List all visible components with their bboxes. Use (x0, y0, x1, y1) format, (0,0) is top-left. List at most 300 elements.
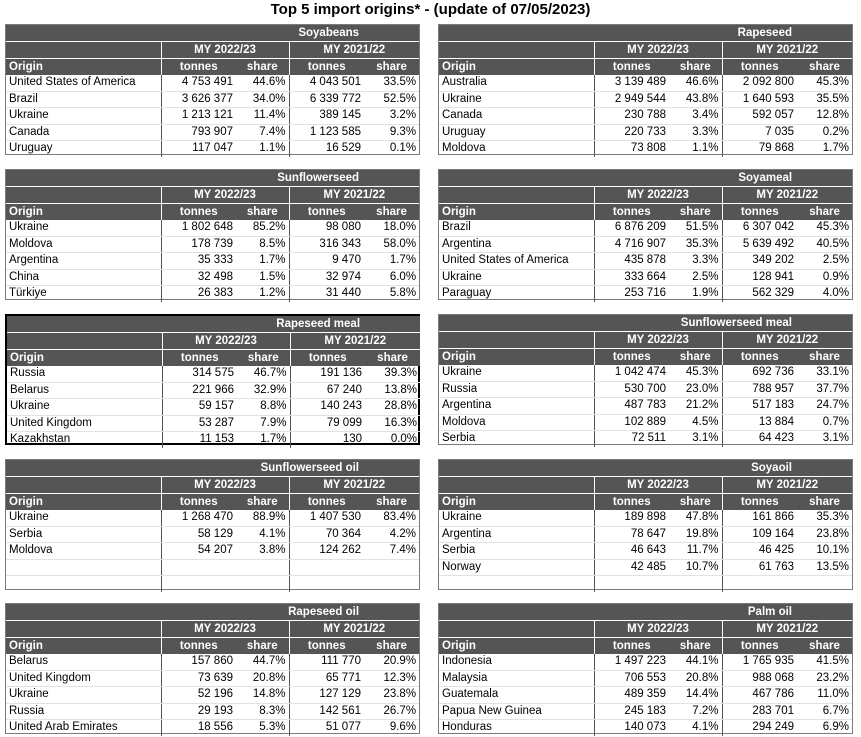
share-previous-cell: 0.0% (390, 433, 418, 445)
tonnes-current-cell: 1 268 470 (161, 510, 236, 526)
origin-cell: Canada (6, 124, 161, 141)
origin-cell: Brazil (6, 91, 161, 108)
table-row (6, 141, 419, 157)
share-header: share (236, 204, 289, 221)
tonnes-previous-cell: 692 736 (722, 365, 797, 381)
panel-title: Rapeseed oil (6, 604, 419, 621)
share-current-cell: 11.4% (236, 108, 289, 125)
tonnes-current-cell: 42 485 (594, 559, 669, 576)
table-row (439, 108, 852, 125)
import-panel (5, 459, 420, 590)
origin-cell: Belarus (6, 654, 161, 670)
share-previous-cell: 0.9% (797, 269, 852, 286)
origin-header: Origin (6, 59, 161, 76)
share-current-cell: 14.8% (236, 687, 289, 704)
table-row (439, 576, 852, 592)
tonnes-previous-cell: 294 249 (722, 720, 797, 736)
import-panel (438, 169, 853, 300)
origin-cell: Argentina (439, 398, 594, 415)
share-previous-cell: 6.0% (364, 269, 419, 286)
share-header: share (669, 349, 722, 366)
table-row (6, 236, 419, 253)
table-row (439, 670, 852, 687)
tonnes-current-cell: 1 042 474 (594, 365, 669, 381)
tonnes-header: tonnes (722, 59, 797, 76)
share-current-cell: 7.4% (236, 124, 289, 141)
table-row (6, 253, 419, 270)
tonnes-header: tonnes (722, 638, 797, 655)
origin-cell: United Kingdom (7, 415, 162, 432)
share-header: share (797, 59, 852, 76)
tonnes-current-cell: 73 639 (161, 670, 236, 687)
tonnes-current-cell: 58 129 (161, 526, 236, 543)
share-current-cell: 3.3% (669, 253, 722, 270)
tonnes-current-cell: 435 878 (594, 253, 669, 270)
share-previous-cell: 10.1% (797, 543, 852, 560)
share-current-cell: 34.0% (236, 91, 289, 108)
share-current-cell: 7.2% (669, 703, 722, 720)
share-header: share (236, 638, 289, 655)
share-previous-cell: 1.7% (822, 142, 849, 154)
table-row (439, 703, 852, 720)
tonnes-previous-cell: 46 425 (722, 543, 797, 560)
tonnes-header: tonnes (594, 638, 669, 655)
import-panel (5, 169, 420, 300)
tonnes-header: tonnes (289, 204, 364, 221)
tonnes-current-cell: 72 511 (594, 431, 669, 447)
my-previous-header: MY 2021/22 (722, 621, 852, 638)
origin-cell: Uruguay (9, 142, 53, 154)
my-previous-header: MY 2021/22 (289, 42, 419, 59)
table-row (439, 398, 852, 415)
origin-header-spacer (7, 333, 162, 350)
share-current-cell: 8.5% (236, 236, 289, 253)
share-current-cell: 45.3% (669, 365, 722, 381)
origin-cell: Norway (439, 559, 594, 576)
share-previous-cell: 4.2% (364, 526, 419, 543)
table-row (7, 382, 420, 399)
share-previous-cell: 83.4% (364, 510, 419, 526)
table-row (6, 269, 419, 286)
tonnes-previous-cell: 79 868 (722, 141, 797, 157)
share-previous-cell: 35.3% (797, 510, 852, 526)
tonnes-current-cell: 140 073 (594, 720, 669, 736)
share-previous-cell: 33.5% (364, 75, 419, 91)
share-current-cell: 51.5% (669, 220, 722, 236)
share-previous-cell: 35.5% (797, 91, 852, 108)
tonnes-current-cell: 530 700 (594, 381, 669, 398)
tonnes-header: tonnes (594, 494, 669, 511)
tonnes-header: tonnes (161, 59, 236, 76)
tonnes-current-cell: 178 739 (161, 236, 236, 253)
tonnes-current-cell: 29 193 (161, 703, 236, 720)
share-previous-cell: 26.7% (364, 703, 419, 720)
origin-cell: Türkiye (9, 287, 47, 299)
import-panel (5, 603, 420, 734)
origin-cell: Russia (439, 381, 594, 398)
import-table (7, 316, 420, 448)
table-row (439, 510, 852, 526)
origin-header: Origin (439, 204, 594, 221)
table-row (6, 124, 419, 141)
share-header: share (236, 494, 289, 511)
origin-cell: Australia (439, 75, 594, 91)
origin-cell: Ukraine (6, 108, 161, 125)
origin-cell: Kazakhstan (10, 433, 71, 445)
share-previous-cell: 45.3% (797, 220, 852, 236)
my-previous-header: MY 2021/22 (289, 187, 419, 204)
origin-header: Origin (439, 349, 594, 366)
tonnes-current-cell: 333 664 (594, 269, 669, 286)
tonnes-previous-cell: 2 092 800 (722, 75, 797, 91)
tonnes-previous-cell: 79 099 (290, 415, 365, 432)
share-previous-cell: 16.3% (365, 415, 420, 432)
table-row (439, 236, 852, 253)
table-row (439, 286, 852, 302)
table-row (439, 543, 852, 560)
tonnes-current-cell: 117 047 (161, 141, 236, 157)
tonnes-current-cell: 18 556 (161, 720, 236, 736)
share-previous-cell: 20.9% (364, 654, 419, 670)
share-current-cell (236, 576, 289, 592)
share-header: share (364, 59, 419, 76)
tonnes-current-cell: 706 553 (594, 670, 669, 687)
share-current-cell: 47.8% (669, 510, 722, 526)
share-current-cell: 3.4% (669, 108, 722, 125)
table-row (6, 654, 419, 670)
share-header: share (364, 494, 419, 511)
tonnes-previous-cell: 4 043 501 (289, 75, 364, 91)
share-previous-cell: 0.2% (797, 124, 852, 141)
tonnes-previous-cell: 70 364 (289, 526, 364, 543)
table-row (439, 141, 852, 157)
tonnes-previous-cell: 1 765 935 (722, 654, 797, 670)
share-previous-cell: 7.4% (364, 543, 419, 560)
table-row (6, 91, 419, 108)
share-previous-cell: 23.8% (797, 526, 852, 543)
share-previous-cell: 3.2% (364, 108, 419, 125)
my-previous-header: MY 2021/22 (722, 477, 852, 494)
share-current-cell: 7.9% (237, 415, 290, 432)
origin-cell: Moldova (6, 236, 161, 253)
share-previous-cell (364, 559, 419, 576)
tonnes-current-cell: 1 802 648 (161, 220, 236, 236)
tonnes-previous-cell: 6 307 042 (722, 220, 797, 236)
tonnes-current-cell: 46 643 (594, 543, 669, 560)
tonnes-previous-cell: 32 974 (289, 269, 364, 286)
share-current-cell: 1.7% (260, 433, 287, 445)
origin-header: Origin (7, 350, 162, 367)
tonnes-header: tonnes (722, 204, 797, 221)
share-header: share (237, 350, 290, 367)
import-panel (438, 459, 853, 590)
table-row (439, 720, 852, 736)
origin-cell (439, 576, 594, 592)
table-row (6, 687, 419, 704)
share-previous-cell: 18.0% (364, 220, 419, 236)
panel-title: Rapeseed meal (7, 316, 420, 333)
table-row (6, 559, 419, 576)
tonnes-current-cell: 102 889 (594, 414, 669, 431)
import-table (439, 315, 852, 447)
tonnes-current-cell: 489 359 (594, 687, 669, 704)
tonnes-current-cell: 3 626 377 (161, 91, 236, 108)
origin-cell: Ukraine (439, 91, 594, 108)
table-row (439, 414, 852, 431)
my-current-header: MY 2022/23 (594, 332, 722, 349)
share-previous-cell: 40.5% (797, 236, 852, 253)
tonnes-previous-cell: 142 561 (289, 703, 364, 720)
origin-cell: Ukraine (439, 510, 594, 526)
tonnes-current-cell: 54 207 (161, 543, 236, 560)
tonnes-current-cell: 32 498 (161, 269, 236, 286)
origin-cell (6, 576, 161, 592)
share-current-cell: 4.5% (669, 414, 722, 431)
table-row (7, 366, 420, 382)
share-header: share (797, 638, 852, 655)
panel-title: Soyaoil (439, 460, 852, 477)
import-table (439, 170, 852, 302)
share-current-cell: 44.6% (236, 75, 289, 91)
share-current-cell: 35.3% (669, 236, 722, 253)
tonnes-previous-cell (722, 576, 797, 592)
origin-cell: Russia (6, 703, 161, 720)
origin-cell: Belarus (7, 382, 162, 399)
origin-cell: United States of America (6, 75, 161, 91)
panel-title: Soyabeans (6, 25, 419, 42)
share-previous-cell: 23.2% (797, 670, 852, 687)
tonnes-current-cell (161, 576, 236, 592)
table-row (439, 124, 852, 141)
share-previous-cell (797, 576, 852, 592)
origin-cell: Moldova (442, 142, 486, 154)
table-row (7, 432, 420, 448)
tonnes-current-cell: 26 383 (161, 286, 236, 302)
tonnes-current-cell: 220 733 (594, 124, 669, 141)
share-current-cell: 2.5% (669, 269, 722, 286)
tonnes-current-cell: 59 157 (162, 399, 237, 416)
table-row (439, 431, 852, 447)
my-current-header: MY 2022/23 (594, 42, 722, 59)
share-current-cell (236, 559, 289, 576)
my-current-header: MY 2022/23 (594, 187, 722, 204)
origin-header: Origin (439, 638, 594, 655)
import-table (439, 25, 852, 157)
tonnes-header: tonnes (162, 350, 237, 367)
tonnes-header: tonnes (289, 59, 364, 76)
share-header: share (797, 349, 852, 366)
share-header: share (669, 59, 722, 76)
panel-title: Palm oil (439, 604, 852, 621)
tonnes-current-cell: 1 497 223 (594, 654, 669, 670)
origin-cell: Argentina (6, 253, 161, 270)
tonnes-previous-cell: 127 129 (289, 687, 364, 704)
tonnes-current-cell: 230 788 (594, 108, 669, 125)
my-current-header: MY 2022/23 (161, 42, 289, 59)
tonnes-previous-cell: 140 243 (290, 399, 365, 416)
tonnes-current-cell: 2 949 544 (594, 91, 669, 108)
my-current-header: MY 2022/23 (162, 333, 290, 350)
share-current-cell: 1.2% (259, 287, 286, 299)
tonnes-previous-cell: 1 640 593 (722, 91, 797, 108)
origin-cell: Paraguay (442, 287, 492, 299)
table-row (439, 526, 852, 543)
share-current-cell: 3.1% (692, 432, 719, 444)
share-current-cell: 1.9% (692, 287, 719, 299)
tonnes-previous-cell: 16 529 (289, 141, 364, 157)
origin-cell: United Kingdom (6, 670, 161, 687)
table-row (439, 559, 852, 576)
page-title: Top 5 import origins* - (update of 07/05/2023) (270, 1, 591, 18)
share-previous-cell: 2.5% (797, 253, 852, 270)
share-previous-cell: 13.5% (797, 559, 852, 576)
tonnes-previous-cell: 98 080 (289, 220, 364, 236)
origin-cell: United States of America (439, 253, 594, 270)
origin-cell: Brazil (439, 220, 594, 236)
tonnes-previous-cell: 6 339 772 (289, 91, 364, 108)
panel-title: Sunflowerseed meal (439, 315, 852, 332)
share-previous-cell: 33.1% (797, 365, 852, 381)
table-row (6, 75, 419, 91)
origin-header-spacer (439, 332, 594, 349)
share-header: share (669, 638, 722, 655)
tonnes-current-cell: 189 898 (594, 510, 669, 526)
table-row (6, 576, 419, 592)
origin-cell: Uruguay (439, 124, 594, 141)
my-current-header: MY 2022/23 (161, 621, 289, 638)
share-current-cell: 1.7% (236, 253, 289, 270)
origin-cell: Serbia (442, 432, 476, 444)
tonnes-previous-cell: 788 957 (722, 381, 797, 398)
tonnes-previous-cell (289, 576, 364, 592)
tonnes-current-cell: 53 287 (162, 415, 237, 432)
share-previous-cell: 9.6% (389, 721, 417, 733)
table-row (7, 415, 420, 432)
share-current-cell: 23.0% (669, 381, 722, 398)
share-current-cell: 19.8% (669, 526, 722, 543)
origin-cell: Guatemala (439, 687, 594, 704)
my-previous-header: MY 2021/22 (290, 333, 420, 350)
share-previous-cell: 37.7% (797, 381, 852, 398)
tonnes-previous-cell: 389 145 (289, 108, 364, 125)
tonnes-current-cell (594, 576, 669, 592)
tonnes-previous-cell: 31 440 (289, 286, 364, 302)
tonnes-current-cell: 4 753 491 (161, 75, 236, 91)
share-previous-cell: 6.9% (822, 721, 849, 733)
share-previous-cell: 45.3% (797, 75, 852, 91)
share-previous-cell: 23.8% (364, 687, 419, 704)
table-row (6, 543, 419, 560)
share-current-cell: 3.8% (236, 543, 289, 560)
share-header: share (669, 494, 722, 511)
panel-title: Sunflowerseed oil (6, 460, 419, 477)
tonnes-previous-cell: 7 035 (722, 124, 797, 141)
tonnes-header: tonnes (594, 349, 669, 366)
origin-cell: Moldova (439, 414, 594, 431)
tonnes-previous-cell: 1 407 530 (289, 510, 364, 526)
share-current-cell: 46.6% (669, 75, 722, 91)
table-row (439, 365, 852, 381)
tonnes-previous-cell: 124 262 (289, 543, 364, 560)
origin-header-spacer (439, 477, 594, 494)
share-current-cell: 4.1% (692, 721, 719, 733)
origin-cell: Ukraine (6, 687, 161, 704)
table-row (7, 399, 420, 416)
share-current-cell: 11.7% (669, 543, 722, 560)
share-current-cell: 88.9% (236, 510, 289, 526)
share-previous-cell: 13.8% (365, 382, 420, 399)
table-row (439, 687, 852, 704)
share-current-cell: 5.3% (259, 721, 286, 733)
table-row (439, 269, 852, 286)
share-current-cell: 44.1% (669, 654, 722, 670)
origin-cell: Indonesia (439, 654, 594, 670)
tonnes-previous-cell: 1 123 585 (289, 124, 364, 141)
share-current-cell: 20.8% (669, 670, 722, 687)
import-panel (438, 24, 853, 155)
share-previous-cell: 3.1% (822, 432, 849, 444)
table-row (6, 108, 419, 125)
share-header: share (236, 59, 289, 76)
tonnes-previous-cell: 128 941 (722, 269, 797, 286)
origin-cell: Ukraine (6, 510, 161, 526)
share-current-cell: 10.7% (669, 559, 722, 576)
share-previous-cell: 0.7% (797, 414, 852, 431)
share-previous-cell: 6.7% (797, 703, 852, 720)
table-row (439, 654, 852, 670)
tonnes-current-cell: 6 876 209 (594, 220, 669, 236)
import-table (439, 604, 852, 736)
import-panel (5, 314, 420, 445)
share-previous-cell: 41.5% (797, 654, 852, 670)
share-header: share (669, 204, 722, 221)
share-previous-cell: 0.1% (389, 142, 417, 154)
share-current-cell: 46.7% (237, 366, 290, 382)
table-row (6, 720, 419, 736)
share-current-cell: 14.4% (669, 687, 722, 704)
tonnes-previous-cell: 61 763 (722, 559, 797, 576)
tonnes-current-cell: 78 647 (594, 526, 669, 543)
origin-cell (6, 559, 161, 576)
my-previous-header: MY 2021/22 (722, 187, 852, 204)
share-previous-cell: 12.8% (797, 108, 852, 125)
tonnes-current-cell: 52 196 (161, 687, 236, 704)
tonnes-previous-cell: 316 343 (289, 236, 364, 253)
tonnes-current-cell: 221 966 (162, 382, 237, 399)
import-panel (438, 314, 853, 445)
share-header: share (797, 494, 852, 511)
tonnes-previous-cell: 64 423 (722, 431, 797, 447)
origin-header: Origin (439, 494, 594, 511)
tonnes-header: tonnes (289, 494, 364, 511)
share-current-cell (669, 576, 722, 592)
origin-header-spacer (6, 187, 161, 204)
origin-cell: China (6, 269, 161, 286)
tonnes-current-cell: 157 860 (161, 654, 236, 670)
my-previous-header: MY 2021/22 (722, 332, 852, 349)
share-current-cell: 1.5% (236, 269, 289, 286)
tonnes-header: tonnes (289, 638, 364, 655)
my-current-header: MY 2022/23 (161, 477, 289, 494)
origin-cell: Ukraine (6, 220, 161, 236)
origin-header: Origin (6, 494, 161, 511)
table-row (439, 220, 852, 236)
import-panel (438, 603, 853, 734)
origin-cell: Honduras (442, 721, 492, 733)
tonnes-current-cell: 314 575 (162, 366, 237, 382)
origin-cell: Papua New Guinea (439, 703, 594, 720)
origin-cell: Russia (7, 366, 162, 382)
